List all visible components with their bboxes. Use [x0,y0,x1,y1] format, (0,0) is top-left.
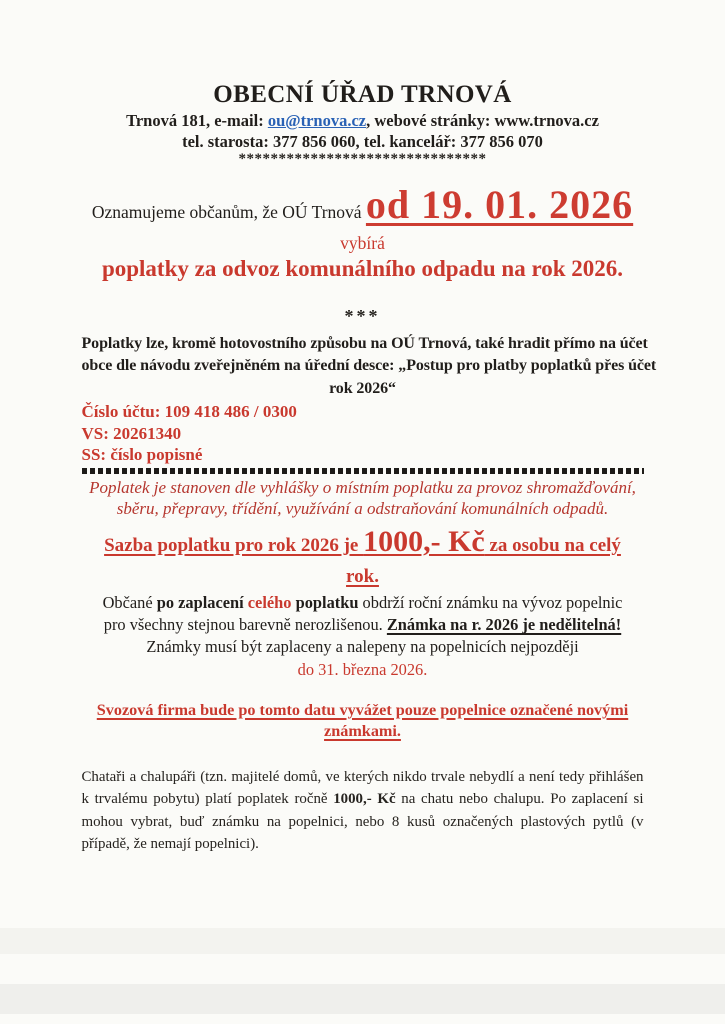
collection-warning-line: Svozová firma bude po tomto datu vyvážet pouze popelnice označené novými [96,700,629,719]
fee-verb: vybírá [340,233,385,253]
asterisk-divider: ******************************* [238,151,487,167]
stamp-text-bold: po zaplacení [156,592,248,612]
bank-instructions-line: obce dle návodu zveřejněném na úřední desce: „Postup pro platby poplatků přes účet [81,357,657,375]
bank-instructions-line: rok 2026“ [329,379,396,397]
office-header [82,80,644,167]
cottage-paragraph-line: mohou vybrat, buď známku na popelnici, nebo 8 kusů označených plastových pytlů (v [81,813,644,830]
specific-symbol: SS: číslo popisné [81,445,203,465]
cottage-paragraph-line [82,788,644,810]
fee-rate-main [82,523,644,565]
stamp-paragraph-line [82,592,644,614]
cottage-text: na chatu nebo chalupu. Po zaplacení si [395,791,644,808]
collection-start-date: od 19. 01. 2026 [365,182,634,227]
document-content [81,0,657,856]
cottage-paragraph-line: případě, že nemají popelnici). [81,836,259,853]
fee-rate-suffix: za osobu na celý [484,534,621,556]
office-phone-line: tel. starosta: 377 856 060, tel. kancelář: 377 856 070 [182,132,543,151]
decree-note-line: sběru, přepravy, třídění, využívání a odstraňování komunálních odpadů. [116,499,609,519]
decree-note [82,477,644,520]
email-link[interactable]: ou@trnova.cz [267,111,367,130]
announcement-line [82,182,644,228]
announcement-intro: Oznamujeme občanům, že OÚ Trnová [91,202,366,222]
office-contact-line [82,110,644,131]
cottage-paragraph-line: Chataři a chalupáři (tzn. majitelé domů, ve kterých nikdo trvale nebydlí a není tedy přihlášen [81,768,644,785]
scan-artifact-band [0,984,725,1014]
fee-rate-tail: rok. [346,565,379,587]
collection-warning [82,700,644,743]
stamp-text-red: celého [247,592,292,612]
contact-prefix: Trnová 181, e-mail: [126,111,268,130]
stamp-deadline-date: do 31. března 2026. [297,659,428,679]
collection-warning-line: známkami. [324,722,401,741]
stamp-text: pro všechny stejnou barevně nerozlišenou. [103,615,387,635]
stamp-deadline-intro: Známky musí být zaplaceny a nalepeny na popelnicích nejpozději [146,637,579,657]
scan-artifact-band [0,928,725,954]
cottage-text: k trvalému pobytu) platí poplatek ročně [81,791,334,808]
fee-rate-line [82,523,644,588]
decree-note-line: Poplatek je stanoven dle vyhlášky o místním poplatku za provoz shromažďování, [89,477,636,497]
bank-details [82,401,644,466]
dotted-divider [82,468,644,474]
fee-rate-amount: 1000,- Kč [363,524,485,558]
stamp-text: Občané [102,592,157,612]
bank-account-number: Číslo účtu: 109 418 486 / 0300 [81,402,297,422]
bank-instructions-line: Poplatky lze, kromě hotovostního způsobu na OÚ Trnová, také hradit přímo na účet [81,335,648,352]
contact-suffix: , webové stránky: www.trnova.cz [366,111,599,130]
cottage-fee-amount: 1000,- Kč [333,791,396,808]
stamp-paragraph-line [82,614,644,636]
bank-instructions [81,333,657,400]
fee-subject: poplatky za odvoz komunálního odpadu na rok 2026. [101,256,624,281]
stamp-paragraph [82,592,644,637]
cottage-paragraph [82,766,644,856]
office-title: OBECNÍ ÚŘAD TRNOVÁ [213,81,512,108]
stamp-indivisible-note: Známka na r. 2026 je nedělitelná! [386,615,622,635]
fee-rate-prefix: Sazba poplatku pro rok 2026 je [104,534,364,556]
stamp-text: obdrží roční známku na vývoz popelnic [362,592,623,612]
stamp-text-bold: poplatku [291,592,363,612]
triple-asterisk-separator: *** [344,306,381,326]
variable-symbol: VS: 20261340 [81,423,182,443]
